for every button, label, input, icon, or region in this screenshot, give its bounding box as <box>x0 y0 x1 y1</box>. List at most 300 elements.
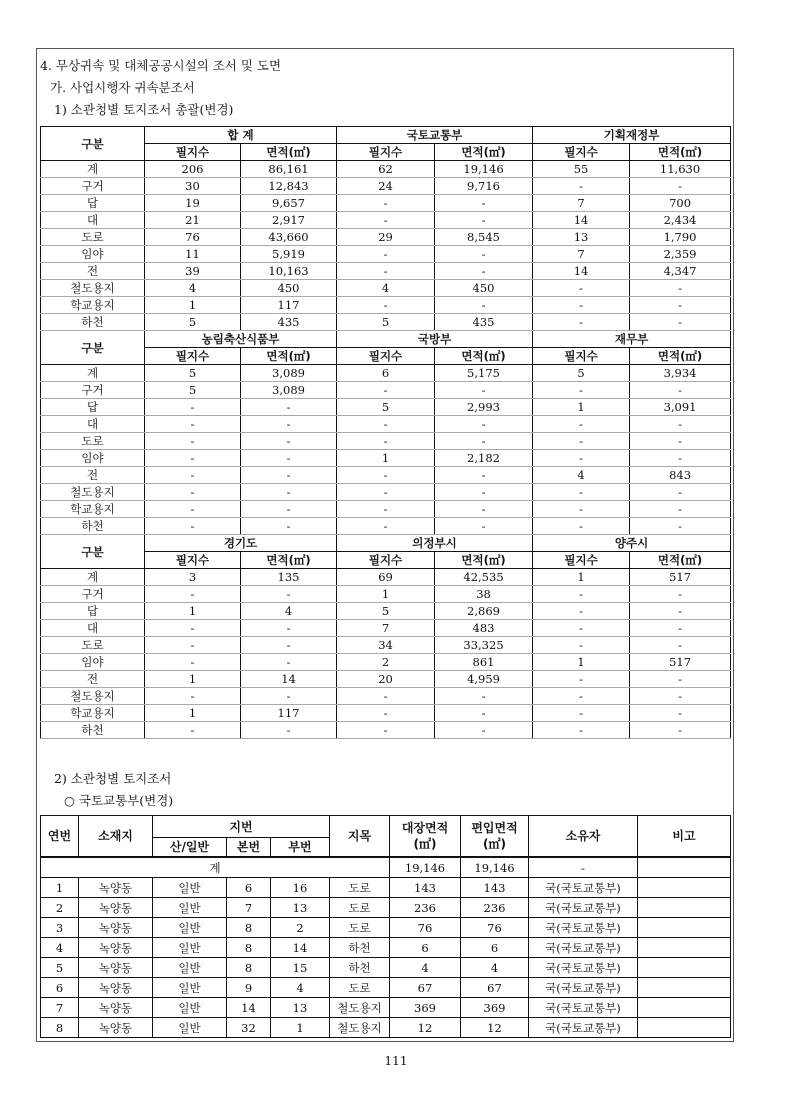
summary-cell: - <box>533 518 630 535</box>
total-ledger-area: 19,146 <box>390 857 461 878</box>
summary-count-header: 필지수 <box>337 552 435 569</box>
summary-cell: - <box>630 620 731 637</box>
summary-cell: - <box>337 433 435 450</box>
summary-cell: 7 <box>337 620 435 637</box>
summary-row-label: 임야 <box>41 654 145 671</box>
summary-cell: 3,089 <box>241 382 337 399</box>
summary-cell: 435 <box>435 314 533 331</box>
detail-cell: 1 <box>271 1018 330 1038</box>
detail-cell <box>638 998 731 1018</box>
summary-cell: - <box>337 195 435 212</box>
header-ledger-area: 대장면적 (㎡) <box>390 816 461 858</box>
summary-cell: - <box>533 416 630 433</box>
summary-cell: - <box>435 518 533 535</box>
summary-cell: - <box>337 297 435 314</box>
detail-cell: 도로 <box>330 978 390 998</box>
summary-cell: - <box>533 433 630 450</box>
summary-cell: - <box>241 399 337 416</box>
detail-cell: 13 <box>271 898 330 918</box>
summary-cell: - <box>145 586 241 603</box>
summary-cell: - <box>435 501 533 518</box>
summary-cell: - <box>630 416 731 433</box>
summary-row-label: 도로 <box>41 433 145 450</box>
detail-cell: 16 <box>271 878 330 898</box>
detail-cell: 국(국토교통부) <box>529 878 638 898</box>
summary-cell: 5 <box>145 365 241 382</box>
detail-cell: 8 <box>227 918 271 938</box>
summary-cell: 34 <box>337 637 435 654</box>
summary-cell: - <box>435 382 533 399</box>
detail-cell: 7 <box>227 898 271 918</box>
summary-cell: - <box>145 518 241 535</box>
summary-row-label: 하천 <box>41 314 145 331</box>
summary-cell: 3,934 <box>630 365 731 382</box>
summary-data-row <box>41 586 731 603</box>
summary-cell: - <box>533 382 630 399</box>
summary-cell: 1 <box>337 450 435 467</box>
summary-row-label: 철도용지 <box>41 484 145 501</box>
detail-cell: 철도용지 <box>330 998 390 1018</box>
detail-cell: 6 <box>227 878 271 898</box>
summary-row-label: 하천 <box>41 722 145 739</box>
summary-data-row <box>41 314 731 331</box>
detail-cell: 2 <box>41 898 79 918</box>
summary-data-row <box>41 246 731 263</box>
summary-cell: 2,434 <box>630 212 731 229</box>
header-note: 비고 <box>638 816 731 858</box>
detail-row <box>41 878 731 898</box>
summary-cell: - <box>241 433 337 450</box>
summary-cell: - <box>435 297 533 314</box>
summary-cell: 117 <box>241 705 337 722</box>
summary-cell: 4,347 <box>630 263 731 280</box>
summary-cell: - <box>533 688 630 705</box>
summary-cell: 843 <box>630 467 731 484</box>
summary-cell: - <box>435 212 533 229</box>
summary-cell: 8,545 <box>435 229 533 246</box>
summary-cell: - <box>533 637 630 654</box>
summary-cell: 13 <box>533 229 630 246</box>
header-included-area: 편입면적 (㎡) <box>461 816 529 858</box>
detail-cell: 13 <box>271 998 330 1018</box>
summary-cell: - <box>435 195 533 212</box>
detail-cell: 8 <box>41 1018 79 1038</box>
detail-cell: 369 <box>461 998 529 1018</box>
summary-row-label: 답 <box>41 399 145 416</box>
summary-data-row <box>41 263 731 280</box>
summary-cell: 861 <box>435 654 533 671</box>
summary-cell: - <box>630 484 731 501</box>
detail-cell: 일반 <box>153 978 227 998</box>
summary-category-header: 구분 <box>41 535 145 569</box>
summary-cell: - <box>337 467 435 484</box>
summary-cell: 1,790 <box>630 229 731 246</box>
detail-cell: 1 <box>41 878 79 898</box>
summary-row-label: 철도용지 <box>41 688 145 705</box>
total-label: 계 <box>41 857 390 878</box>
summary-cell: - <box>630 722 731 739</box>
detail-cell: 도로 <box>330 918 390 938</box>
summary-cell: 5 <box>145 382 241 399</box>
detail-cell: 국(국토교통부) <box>529 938 638 958</box>
detail-cell: 일반 <box>153 918 227 938</box>
detail-cell: 국(국토교통부) <box>529 918 638 938</box>
detail-cell: 일반 <box>153 998 227 1018</box>
detail-cell: 녹양동 <box>79 938 153 958</box>
detail-cell: 녹양동 <box>79 958 153 978</box>
detail-cell: 녹양동 <box>79 998 153 1018</box>
summary-cell: 450 <box>241 280 337 297</box>
detail-cell <box>638 938 731 958</box>
summary-data-row <box>41 416 731 433</box>
summary-cell: 55 <box>533 161 630 178</box>
summary-cell: - <box>533 280 630 297</box>
summary-cell: - <box>630 518 731 535</box>
summary-cell: - <box>435 688 533 705</box>
detail-cell <box>638 1018 731 1038</box>
summary-cell: 1 <box>145 705 241 722</box>
summary-cell: 3,091 <box>630 399 731 416</box>
detail-cell: 녹양동 <box>79 878 153 898</box>
summary-cell: 1 <box>533 399 630 416</box>
summary-area-header: 면적(㎡) <box>241 144 337 161</box>
summary-cell: 117 <box>241 297 337 314</box>
detail-cell: 76 <box>461 918 529 938</box>
summary-cell: 1 <box>145 297 241 314</box>
detail-row <box>41 1018 731 1038</box>
summary-data-row <box>41 178 731 195</box>
detail-cell: 76 <box>390 918 461 938</box>
summary-data-row <box>41 654 731 671</box>
summary-column-header-row <box>41 144 731 161</box>
summary-cell: - <box>630 280 731 297</box>
summary-cell: - <box>435 705 533 722</box>
summary-data-row <box>41 467 731 484</box>
summary-cell: 1 <box>533 654 630 671</box>
detail-row <box>41 918 731 938</box>
header-owner: 소유자 <box>529 816 638 858</box>
summary-cell: - <box>435 246 533 263</box>
summary-cell: - <box>533 314 630 331</box>
summary-row-label: 학교용지 <box>41 501 145 518</box>
detail-table-title: 2) 소관청별 토지조서 <box>54 771 172 786</box>
page-number: 111 <box>384 1054 408 1068</box>
detail-cell: 12 <box>461 1018 529 1038</box>
summary-cell: - <box>241 586 337 603</box>
header-lot: 지번 <box>153 816 330 838</box>
summary-cell: - <box>630 688 731 705</box>
summary-agency-name: 의정부시 <box>337 535 533 552</box>
detail-table-subtitle: ○ 국토교통부(변경) <box>64 793 174 808</box>
summary-cell: 39 <box>145 263 241 280</box>
summary-cell: - <box>630 637 731 654</box>
summary-cell: - <box>241 688 337 705</box>
summary-data-row <box>41 450 731 467</box>
detail-cell: 3 <box>41 918 79 938</box>
summary-cell: 2,917 <box>241 212 337 229</box>
detail-cell: 녹양동 <box>79 1018 153 1038</box>
summary-cell: - <box>630 705 731 722</box>
summary-cell: 20 <box>337 671 435 688</box>
summary-cell: - <box>145 620 241 637</box>
summary-cell: 21 <box>145 212 241 229</box>
detail-cell: 236 <box>390 898 461 918</box>
summary-cell: - <box>533 450 630 467</box>
detail-cell: 12 <box>390 1018 461 1038</box>
detail-cell: 143 <box>461 878 529 898</box>
detail-cell: 일반 <box>153 878 227 898</box>
summary-row-label: 철도용지 <box>41 280 145 297</box>
summary-count-header: 필지수 <box>145 348 241 365</box>
summary-area-header: 면적(㎡) <box>630 144 731 161</box>
summary-cell: - <box>337 212 435 229</box>
summary-count-header: 필지수 <box>337 144 435 161</box>
summary-row-label: 계 <box>41 569 145 586</box>
summary-cell: 435 <box>241 314 337 331</box>
detail-cell: 4 <box>41 938 79 958</box>
detail-cell: 일반 <box>153 1018 227 1038</box>
summary-cell: - <box>145 450 241 467</box>
summary-cell: - <box>435 416 533 433</box>
summary-cell: 14 <box>241 671 337 688</box>
summary-cell: - <box>145 484 241 501</box>
summary-agency-name: 기획재정부 <box>533 127 731 144</box>
header-location: 소재지 <box>79 816 153 858</box>
summary-row-label: 학교용지 <box>41 297 145 314</box>
summary-cell: 38 <box>435 586 533 603</box>
summary-agency-header-row <box>41 331 731 348</box>
summary-cell: - <box>337 382 435 399</box>
detail-cell: 67 <box>461 978 529 998</box>
summary-cell: - <box>533 671 630 688</box>
summary-cell: 69 <box>337 569 435 586</box>
summary-cell: - <box>241 654 337 671</box>
summary-cell: - <box>435 722 533 739</box>
summary-cell: 14 <box>533 263 630 280</box>
detail-cell: 녹양동 <box>79 978 153 998</box>
detail-cell <box>638 978 731 998</box>
detail-cell: 14 <box>227 998 271 1018</box>
detail-cell <box>638 958 731 978</box>
summary-cell: 700 <box>630 195 731 212</box>
summary-column-header-row <box>41 552 731 569</box>
summary-cell: 10,163 <box>241 263 337 280</box>
detail-cell: 32 <box>227 1018 271 1038</box>
summary-cell: 517 <box>630 654 731 671</box>
summary-cell: - <box>630 450 731 467</box>
detail-cell: 철도용지 <box>330 1018 390 1038</box>
summary-row-label: 전 <box>41 263 145 280</box>
detail-cell <box>638 878 731 898</box>
summary-data-row <box>41 382 731 399</box>
summary-cell: 7 <box>533 195 630 212</box>
detail-cell: 도로 <box>330 898 390 918</box>
summary-area-header: 면적(㎡) <box>435 552 533 569</box>
summary-cell: 206 <box>145 161 241 178</box>
summary-cell: 19,146 <box>435 161 533 178</box>
summary-data-row <box>41 229 731 246</box>
summary-cell: 4 <box>337 280 435 297</box>
detail-cell: 143 <box>390 878 461 898</box>
summary-cell: - <box>337 263 435 280</box>
detail-table <box>40 815 731 1038</box>
summary-cell: - <box>145 399 241 416</box>
summary-cell: 42,535 <box>435 569 533 586</box>
detail-cell: 일반 <box>153 898 227 918</box>
summary-agency-name: 재무부 <box>533 331 731 348</box>
summary-agency-name: 국방부 <box>337 331 533 348</box>
summary-cell: 5 <box>337 603 435 620</box>
detail-cell: 6 <box>390 938 461 958</box>
summary-agency-name: 농림축산식품부 <box>145 331 337 348</box>
summary-count-header: 필지수 <box>533 144 630 161</box>
summary-cell: 19 <box>145 195 241 212</box>
summary-cell: - <box>435 433 533 450</box>
detail-cell: 녹양동 <box>79 918 153 938</box>
summary-cell: 483 <box>435 620 533 637</box>
summary-cell: - <box>145 688 241 705</box>
summary-cell: 5 <box>337 399 435 416</box>
summary-cell: - <box>435 484 533 501</box>
detail-cell: 일반 <box>153 938 227 958</box>
summary-agency-name: 양주시 <box>533 535 731 552</box>
summary-count-header: 필지수 <box>533 348 630 365</box>
summary-cell: - <box>533 501 630 518</box>
summary-cell: - <box>145 416 241 433</box>
summary-cell: - <box>145 722 241 739</box>
summary-cell: 5,919 <box>241 246 337 263</box>
summary-cell: - <box>337 501 435 518</box>
summary-area-header: 면적(㎡) <box>435 144 533 161</box>
summary-area-header: 면적(㎡) <box>630 348 731 365</box>
summary-area-header: 면적(㎡) <box>435 348 533 365</box>
summary-data-row <box>41 620 731 637</box>
detail-header-row <box>41 816 731 838</box>
summary-data-row <box>41 688 731 705</box>
summary-cell: 11,630 <box>630 161 731 178</box>
summary-cell: 14 <box>533 212 630 229</box>
summary-agency-header-row <box>41 535 731 552</box>
summary-area-header: 면적(㎡) <box>630 552 731 569</box>
summary-cell: - <box>630 603 731 620</box>
header-lot-type: 산/일반 <box>153 838 227 858</box>
summary-cell: 30 <box>145 178 241 195</box>
summary-cell: - <box>435 467 533 484</box>
summary-column-header-row <box>41 348 731 365</box>
summary-category-header: 구분 <box>41 127 145 161</box>
detail-cell <box>638 898 731 918</box>
summary-data-row <box>41 603 731 620</box>
summary-cell: 2,993 <box>435 399 533 416</box>
summary-cell: 1 <box>145 603 241 620</box>
summary-cell: - <box>630 178 731 195</box>
summary-cell: 9,716 <box>435 178 533 195</box>
summary-data-row <box>41 161 731 178</box>
summary-data-row <box>41 280 731 297</box>
summary-cell: 1 <box>533 569 630 586</box>
detail-cell: 4 <box>461 958 529 978</box>
summary-cell: - <box>533 722 630 739</box>
summary-data-row <box>41 705 731 722</box>
summary-cell: - <box>533 705 630 722</box>
summary-data-row <box>41 212 731 229</box>
summary-row-label: 전 <box>41 467 145 484</box>
summary-data-row <box>41 637 731 654</box>
detail-cell: 236 <box>461 898 529 918</box>
summary-data-row <box>41 518 731 535</box>
summary-cell: - <box>145 654 241 671</box>
detail-cell: 5 <box>41 958 79 978</box>
summary-cell: 4 <box>241 603 337 620</box>
detail-cell: 8 <box>227 958 271 978</box>
detail-cell: 2 <box>271 918 330 938</box>
summary-agency-name: 합 계 <box>145 127 337 144</box>
summary-cell: - <box>145 501 241 518</box>
detail-cell: 67 <box>390 978 461 998</box>
summary-count-header: 필지수 <box>337 348 435 365</box>
summary-cell: - <box>630 433 731 450</box>
summary-cell: 4 <box>145 280 241 297</box>
summary-cell: 135 <box>241 569 337 586</box>
summary-cell: - <box>241 484 337 501</box>
summary-row-label: 답 <box>41 195 145 212</box>
summary-data-row <box>41 399 731 416</box>
summary-cell: 5,175 <box>435 365 533 382</box>
summary-area-header: 면적(㎡) <box>241 552 337 569</box>
summary-cell: 5 <box>533 365 630 382</box>
subsection-heading: 가. 사업시행자 귀속분조서 <box>50 80 195 95</box>
summary-cell: - <box>241 450 337 467</box>
summary-category-header: 구분 <box>41 331 145 365</box>
summary-data-row <box>41 297 731 314</box>
total-included-area: 19,146 <box>461 857 529 878</box>
summary-cell: 4,959 <box>435 671 533 688</box>
summary-cell: - <box>337 518 435 535</box>
summary-cell: - <box>533 178 630 195</box>
summary-row-label: 계 <box>41 365 145 382</box>
summary-count-header: 필지수 <box>533 552 630 569</box>
summary-area-header: 면적(㎡) <box>241 348 337 365</box>
header-lot-sub: 부번 <box>271 838 330 858</box>
summary-cell: 5 <box>337 314 435 331</box>
summary-cell: 5 <box>145 314 241 331</box>
detail-cell: 4 <box>390 958 461 978</box>
detail-cell: 하천 <box>330 938 390 958</box>
summary-cell: 6 <box>337 365 435 382</box>
summary-cell: - <box>630 297 731 314</box>
summary-cell: 7 <box>533 246 630 263</box>
summary-row-label: 도로 <box>41 637 145 654</box>
summary-count-header: 필지수 <box>145 552 241 569</box>
header-no: 연번 <box>41 816 79 858</box>
detail-cell: 6 <box>461 938 529 958</box>
summary-row-label: 하천 <box>41 518 145 535</box>
summary-cell: - <box>533 297 630 314</box>
total-owner: - <box>529 857 638 878</box>
summary-cell: 4 <box>533 467 630 484</box>
summary-agency-name: 국토교통부 <box>337 127 533 144</box>
summary-cell: 3 <box>145 569 241 586</box>
summary-cell: - <box>630 382 731 399</box>
summary-cell: - <box>533 603 630 620</box>
summary-cell: 9,657 <box>241 195 337 212</box>
summary-cell: 62 <box>337 161 435 178</box>
summary-cell: - <box>145 467 241 484</box>
summary-row-label: 도로 <box>41 229 145 246</box>
detail-cell: 녹양동 <box>79 898 153 918</box>
summary-cell: 24 <box>337 178 435 195</box>
detail-row <box>41 978 731 998</box>
